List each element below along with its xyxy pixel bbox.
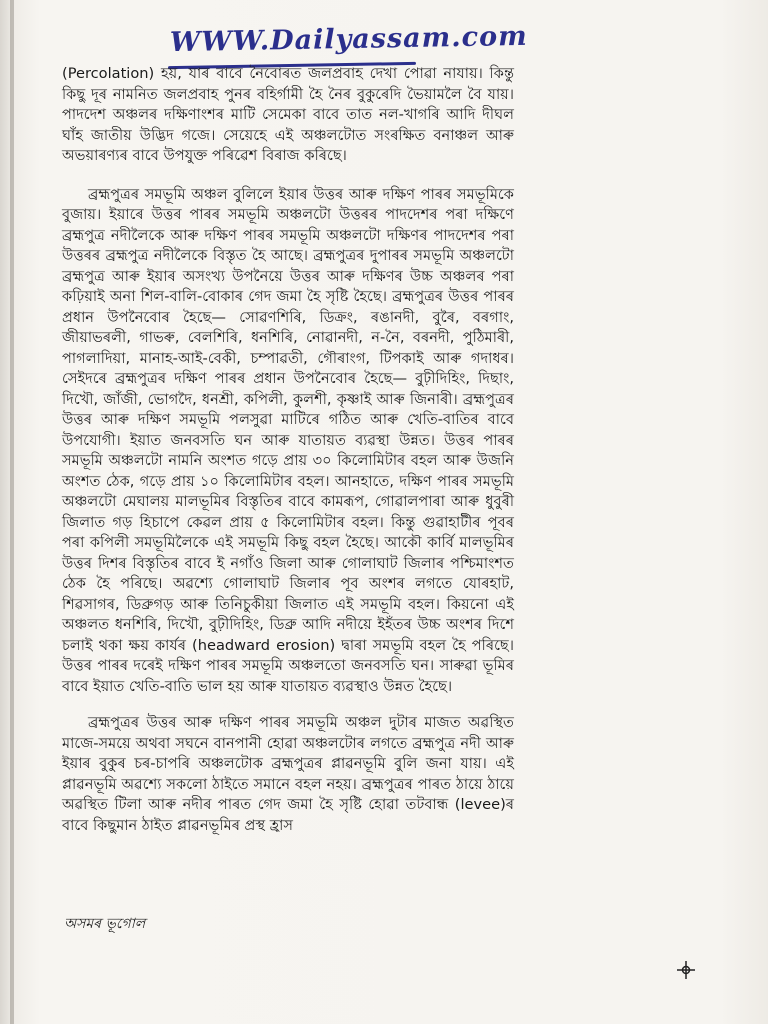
page-footer: অসমৰ ভূগোল <box>64 916 146 932</box>
watermark: WWW.Dailyassam.com <box>169 20 528 59</box>
paragraph: ব্ৰহ্মপুত্ৰৰ সমভূমি অঞ্চল বুলিলে ইয়াৰ উত্তৰ আৰু দক্ষিণ পাৰৰ সমভূমিকে বুজায়। ইয়াৰে উত্তৰ পাৰৰ সমভূমি অঞ্চলটো উত্তৰৰ পাদদেশৰ পৰা দক্ষিণে ব্ৰহ্মপুত্ৰ নদীলৈকে আৰু দক্ষিণ পাৰৰ সমভূমি অঞ্চলটো দক্ষিণৰ পাদদেশৰ পৰা উত্তৰৰ ব্ৰহ্মপুত্ৰ নদীলৈকে বিস্তৃত হৈ আছে। ব্ৰহ্মপুত্ৰৰ দুপাৰৰ সমভূমি অঞ্চলটো ব্ৰহ্মপুত্ৰ আৰু ইয়াৰ অসংখ্য উপনৈয়ে উত্তৰ আৰু দক্ষিণৰ উচ্চ অঞ্চলৰ পৰা কঢ়িয়াই অনা শিল-বালি-বোকাৰ গেদ জমা হৈ সৃষ্টি হৈছে। ব্ৰহ্মপুত্ৰৰ উত্তৰ পাৰৰ প্ৰধান উপনৈবোৰ হৈছে— সোৱণশিৰি, ডিক্ৰং, ৰঙানদী, বুৰৈ, বৰগাং, জীয়াভৰলী, গাভৰু, বেলশিৰি, ধনশিৰি, নোৱানদী, ন-নৈ, বৰনদী, পুঠিমাৰী, পাগলাদিয়া, মানাহ-আই-বেকী, চম্পাৱতী, গৌৰাংগ, টিপকাই আৰু গদাধৰ। সেইদৰে ব্ৰহ্মপুত্ৰৰ দক্ষিণ পাৰৰ প্ৰধান উপনৈবোৰ হৈছে— বুঢ়ীদিহিং, দিছাং, দিখৌ, জাঁজী, ভোগদৈ, ধনশ্ৰী, কপিলী, কুলশী, কৃষ্ণাই আৰু জিনাৰী। ব্ৰহ্মপুত্ৰৰ উত্তৰ আৰু দক্ষিণ সমভূমি পলসুৱা মাটিৰে গঠিত আৰু খেতি-বাতিৰ বাবে উপযোগী। ইয়াত জনবসতি ঘন আৰু যাতায়ত ব্যৱস্থা উন্নত। উত্তৰ পাৰৰ সমভূমি অঞ্চলটো নামনি অংশত গড়ে প্ৰায় ৩০ কিলোমিটাৰ বহল আৰু উজনি অংশত ঠেক, গড়ে প্ৰায় ১০ কিলোমিটাৰ বহল। আনহাতে, দক্ষিণ পাৰৰ সমভূমি অঞ্চলটো মেঘালয় মালভূমিৰ বিস্তৃতিৰ বাবে কামৰূপ, গোৱালপাৰা আৰু ধুবুৰী জিলাত গড় হিচাপে কেৱল প্ৰায় ৫ কিলোমিটাৰ বহল। কিন্তু গুৱাহাটীৰ পূবৰ পৰা কপিলী সমভূমিলৈকে এই সমভূমি কিছু বহল হৈছে। আকৌ কাৰ্বি মালভূমিৰ উত্তৰ দিশৰ বিস্তৃতিৰ বাবে ই নগাঁও জিলা আৰু গোলাঘাট জিলাৰ পশ্চিমাংশত ঠেক হৈ পৰিছে। অৱশ্যে গোলাঘাট জিলাৰ পূব অংশৰ লগতে যোৰহাট, শিৱসাগৰ, ডিব্ৰুগড় আৰু তিনিচুকীয়া জিলাত এই সমভূমি বহল। কিয়নো এই অঞ্চলত ধনশিৰি, দিখৌ, বুঢ়ীদিহিং, ডিব্ৰু আদি নদীয়ে ইহঁতৰ উচ্চ অংশৰ দিশে চলাই থকা ক্ষয় কাৰ্যৰ (headward erosion) দ্বাৰা সমভূমি বহল হৈ পৰিছে। উত্তৰ পাৰৰ দৰেই দক্ষিণ পাৰৰ সমভূমি অঞ্চলতো জনবসতি ঘন। সাৰুৱা ভূমিৰ বাবে ইয়াত খেতি-বাতি ভাল হয় আৰু যাতায়ত ব্যৱস্থাও উন্নত হৈছে। <box>62 185 514 695</box>
text-body <box>62 64 514 854</box>
book-spine-shadow <box>10 0 14 1024</box>
paragraph: ব্ৰহ্মপুত্ৰৰ উত্তৰ আৰু দক্ষিণ পাৰৰ সমভূমি অঞ্চল দুটাৰ মাজত অৱস্থিত মাজে-সময়ে অথবা সঘনে বানপানী হোৱা অঞ্চলটোৰ লগতে ব্ৰহ্মপুত্ৰ নদী আৰু ইয়াৰ বুকুৰ চৰ-চাপৰি অঞ্চলটোক ব্ৰহ্মপুত্ৰৰ প্লাৱনভূমি বুলি জনা যায়। এই প্লাৱনভূমি অৱশ্যে সকলো ঠাইতে সমানে বহল নহয়। ব্ৰহ্মপুত্ৰৰ পাৰত ঠায়ে ঠায়ে অৱস্থিত টিলা আৰু নদীৰ পাৰত গেদ জমা হৈ সৃষ্টি হোৱা তটবান্ধ (levee)ৰ বাবে কিছুমান ঠাইত প্লাৱনভূমিৰ প্ৰস্থ হ্ৰাস <box>62 714 514 834</box>
paragraph: (Percolation) হয়, যাৰ বাবে নৈবোৰত জলপ্ৰবাহ দেখা পোৱা নাযায়। কিন্তু কিছু দূৰ নামনিত জলপ্ৰবাহ পুনৰ বহিৰ্গামী হৈ নৈৰ বুকুৰেদি ভৈয়ামলৈ বৈ যায়। পাদদেশ অঞ্চলৰ দক্ষিণাংশৰ মাটি সেমেকা বাবে তাত নল-খাগৰি আদি দীঘল ঘাঁহ জাতীয় উদ্ভিদ গজে। সেয়েহে এই অঞ্চলটোত সংৰক্ষিত বনাঞ্চল আৰু অভয়াৰণ্যৰ বাবে উপযুক্ত পৰিৱেশ বিৰাজ কৰিছে। <box>62 65 515 164</box>
pen-mark-icon <box>676 960 696 980</box>
